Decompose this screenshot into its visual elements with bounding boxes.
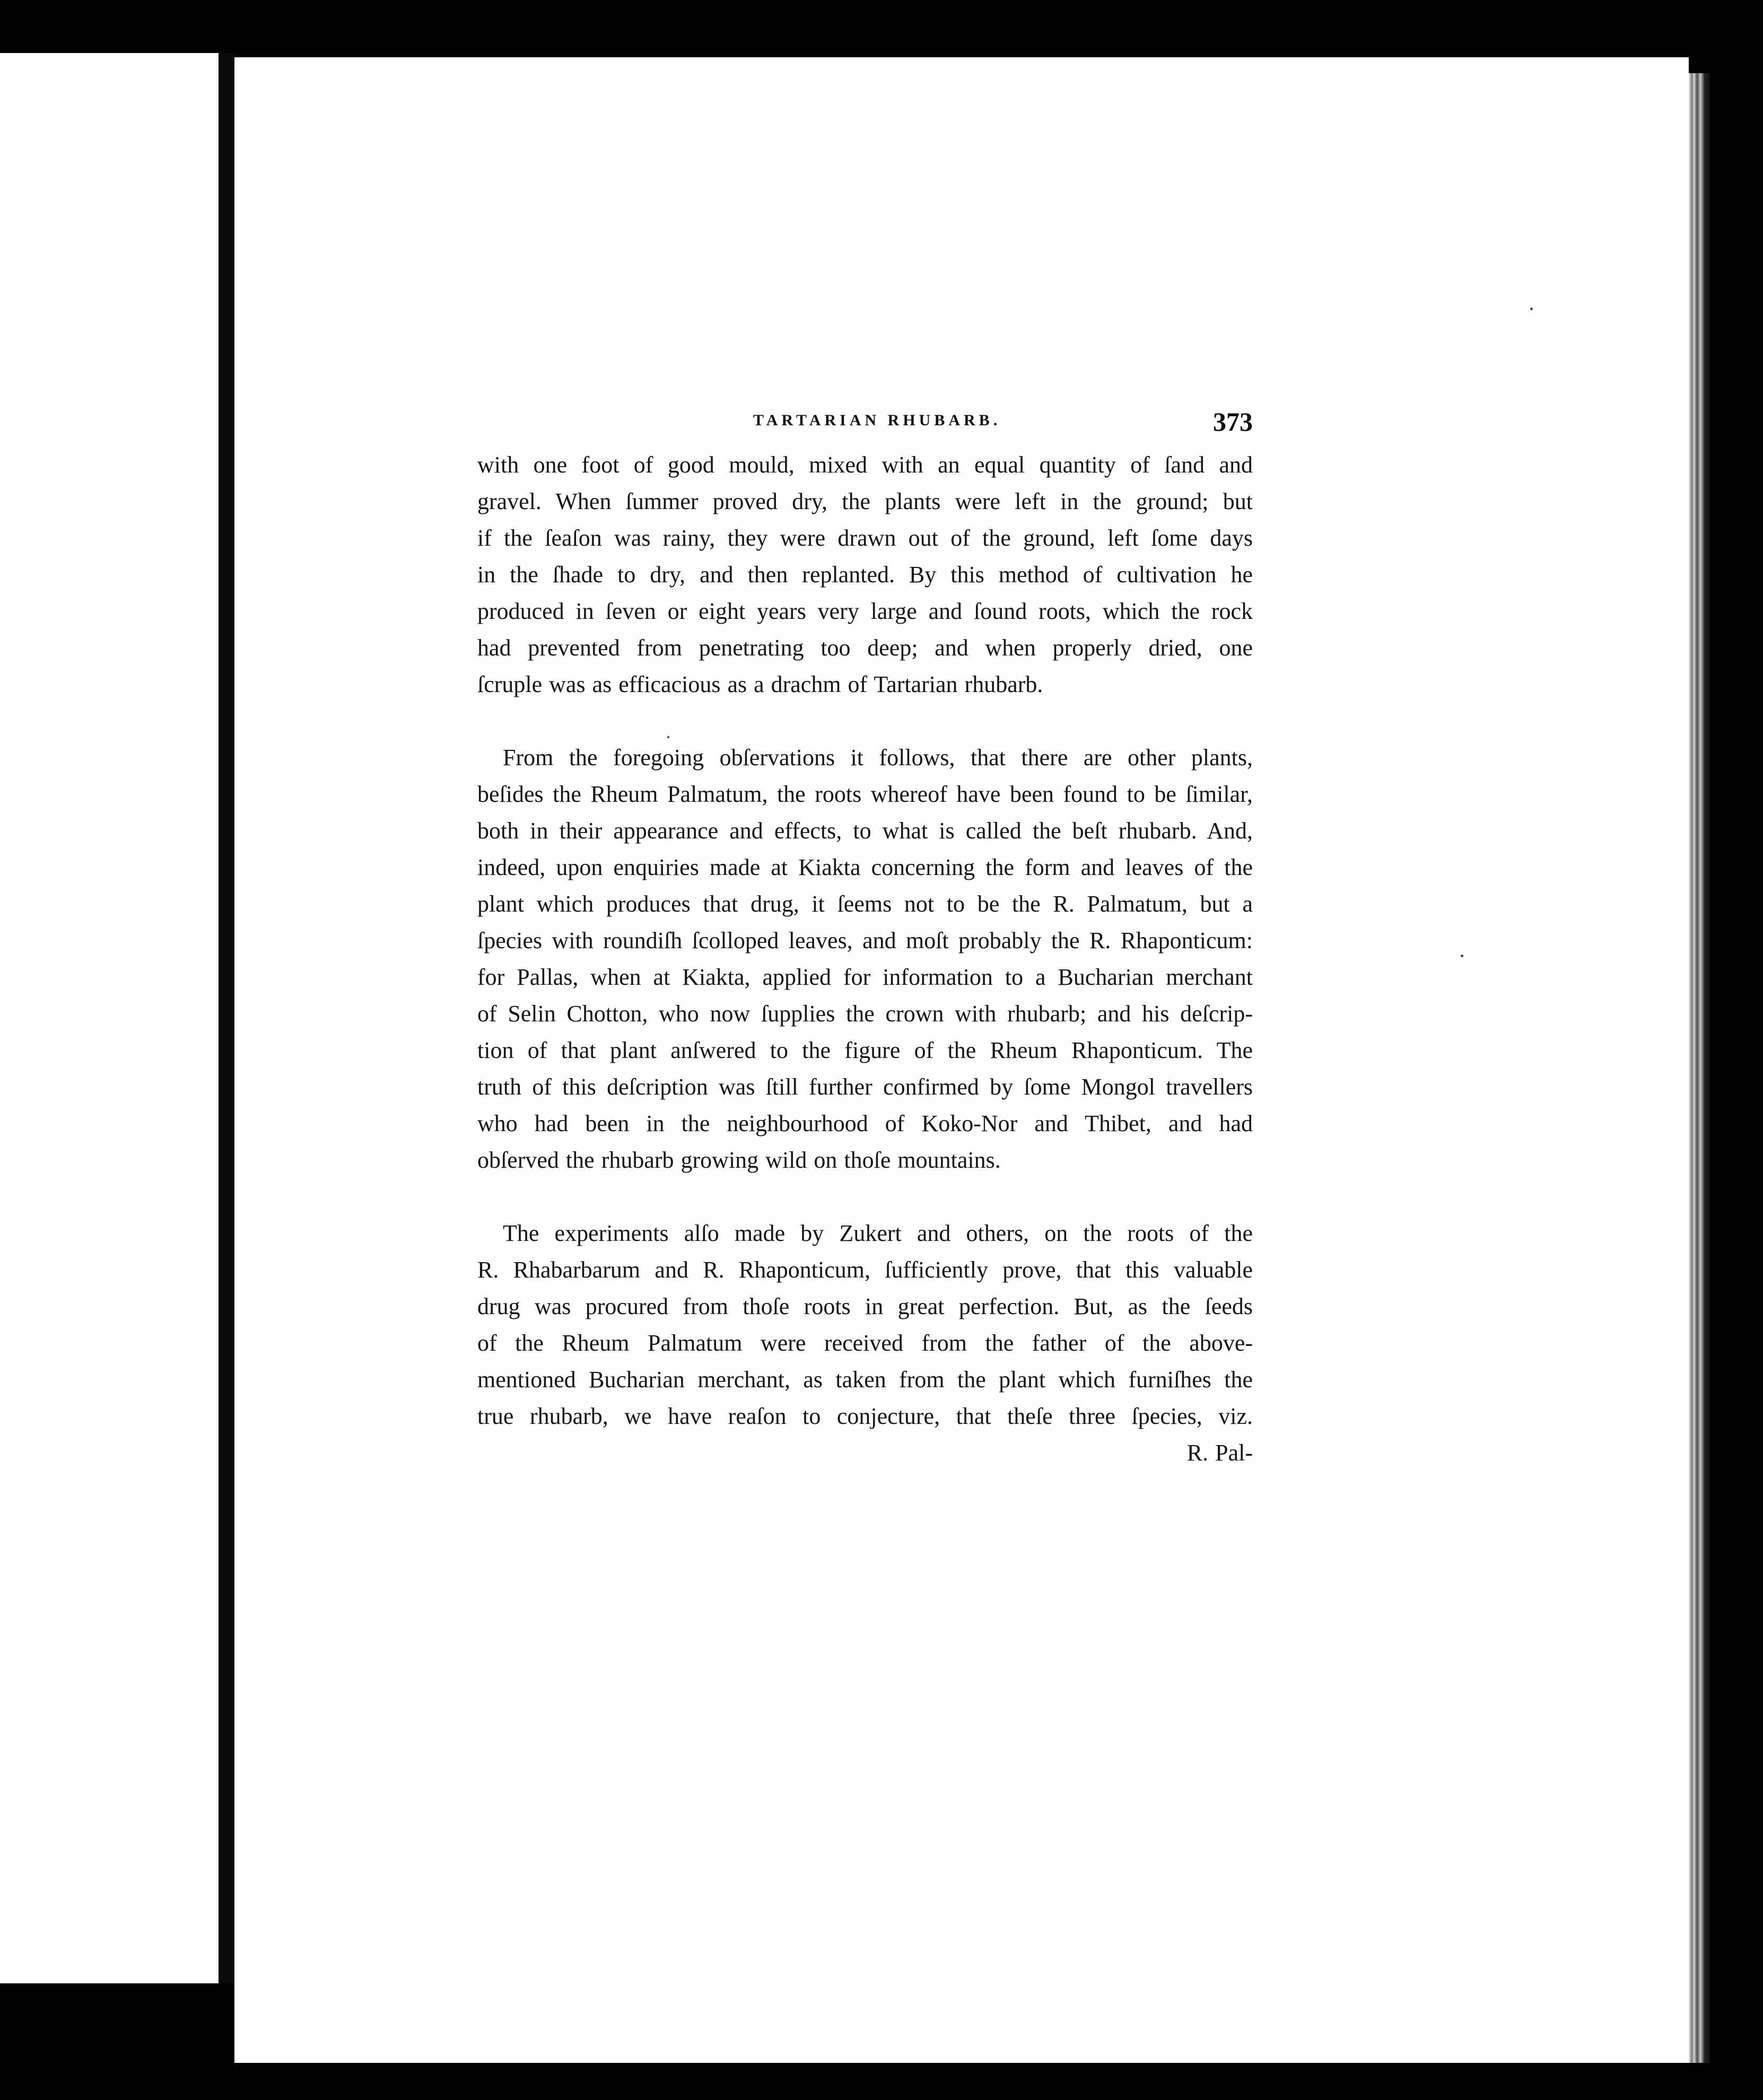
text-line: ſpecies with roundiſh ſcolloped leaves, and moſt probably the R. Rhaponticum: xyxy=(477,928,1253,953)
text-line: beſides the Rheum Palmatum, the roots whereof have been found to be ſimilar, xyxy=(477,781,1253,807)
paragraph-1 xyxy=(477,447,1253,703)
text-line: The experiments alſo made by Zukert and others, on the roots of the xyxy=(503,1220,1253,1246)
text-line: had prevented from penetrating too deep; and when properly dried, one xyxy=(477,635,1253,661)
paper-speck xyxy=(1461,955,1463,957)
text-line: plant which produces that drug, it ſeems not to be the R. Palmatum, but a xyxy=(477,891,1253,917)
text-line: true rhubarb, we have reaſon to conjecture, that theſe three ſpecies, viz. xyxy=(477,1403,1253,1429)
text-line: with one foot of good mould, mixed with an equal quantity of ſand and xyxy=(477,452,1253,478)
text-line: ſcruple was as efficacious as a drachm of Tartarian rhubarb. xyxy=(477,671,1043,697)
left-page-edge xyxy=(0,53,219,1983)
text-line: truth of this deſcription was ſtill further confirmed by ſome Mongol travellers xyxy=(477,1074,1253,1100)
paragraph-3 xyxy=(477,1215,1253,1471)
text-line: gravel. When ſummer proved dry, the plants were left in the ground; but xyxy=(477,488,1253,514)
text-line: in the ſhade to dry, and then replanted. By this method of cultivation he xyxy=(477,562,1253,588)
page-fore-edge xyxy=(1689,73,1710,2063)
text-line: if the ſeaſon was rainy, they were drawn out of the ground, left ſome days xyxy=(477,525,1253,551)
text-line: indeed, upon enquiries made at Kiakta concerning the form and leaves of the xyxy=(477,854,1253,880)
text-line: tion of that plant anſwered to the figure of the Rheum Rhaponticum. The xyxy=(477,1037,1253,1063)
text-line: produced in ſeven or eight years very large and ſound roots, which the rock xyxy=(477,598,1253,624)
text-line: both in their appearance and effects, to what is called the beſt rhubarb. And, xyxy=(477,818,1253,844)
text-line: for Pallas, when at Kiakta, applied for information to a Bucharian merchant xyxy=(477,964,1253,990)
running-head: TARTARIAN RHUBARB. xyxy=(753,412,1001,429)
text-line: of the Rheum Palmatum were received from the father of the above- xyxy=(477,1330,1253,1356)
text-line: R. Rhabarbarum and R. Rhaponticum, ſufficiently prove, that this valuable xyxy=(477,1257,1253,1283)
page-number: 373 xyxy=(1213,407,1253,436)
catchword: R. Pal- xyxy=(1186,1440,1253,1466)
text-line: mentioned Bucharian merchant, as taken from the plant which furniſhes the xyxy=(477,1367,1253,1393)
text-line: of Selin Chotton, who now ſupplies the crown with rhubarb; and his deſcrip- xyxy=(477,1001,1253,1027)
page-header xyxy=(477,407,1253,439)
text-line: obſerved the rhubarb growing wild on thoſe mountains. xyxy=(477,1147,1001,1173)
text-line: drug was procured from thoſe roots in great perfection. But, as the ſeeds xyxy=(477,1293,1253,1319)
text-line: From the foregoing obſervations it follows, that there are other plants, xyxy=(503,745,1253,771)
paper-speck xyxy=(1530,308,1533,310)
book-gutter xyxy=(219,53,234,1983)
text-line: who had been in the neighbourhood of Koko-Nor and Thibet, and had xyxy=(477,1110,1253,1136)
paragraph-2 xyxy=(477,739,1253,1178)
body-text xyxy=(477,447,1253,1471)
